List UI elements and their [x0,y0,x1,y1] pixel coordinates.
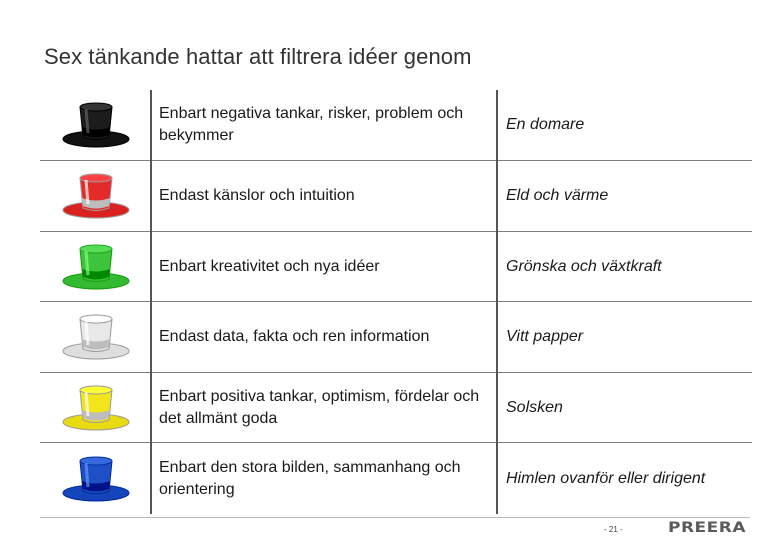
white-hat-icon [56,307,136,367]
hat-description: Enbart positiva tankar, optimism, fördelar och det allmänt goda [159,387,480,427]
footer-divider [40,517,750,518]
table-row [40,232,752,301]
preera-logo: PREERA [668,519,747,536]
yellow-hat-icon [56,378,136,438]
page-number: - 21 - [604,525,623,534]
table-row [40,90,752,160]
table-row [40,302,752,372]
hat-description: Endast data, fakta och ren information [159,328,430,345]
hat-description: Endast känslor och intuition [159,187,355,204]
hat-symbol: Grönska och växtkraft [506,257,662,275]
hat-description: Enbart negativa tankar, risker, problem och bekymmer [159,105,464,144]
table-row [40,443,752,514]
table-row [40,161,752,231]
hat-description: Enbart kreativitet och nya idéer [159,257,380,275]
hat-symbol: Solsken [506,398,563,416]
hat-description: Enbart den stora bilden, sammanhang och orientering [159,458,461,498]
hat-symbol: Vitt papper [506,328,584,345]
blue-hat-icon [56,449,136,509]
red-hat-icon [56,166,136,226]
hats-table [40,90,752,514]
green-hat-icon [56,237,136,297]
table-row [40,373,752,442]
black-hat-icon [56,95,136,155]
page-title: Sex tänkande hattar att filtrera idéer genom [44,44,472,69]
hat-symbol: Eld och värme [506,187,609,204]
hat-symbol: Himlen ovanför eller dirigent [506,469,706,487]
hat-symbol: En domare [506,116,585,133]
